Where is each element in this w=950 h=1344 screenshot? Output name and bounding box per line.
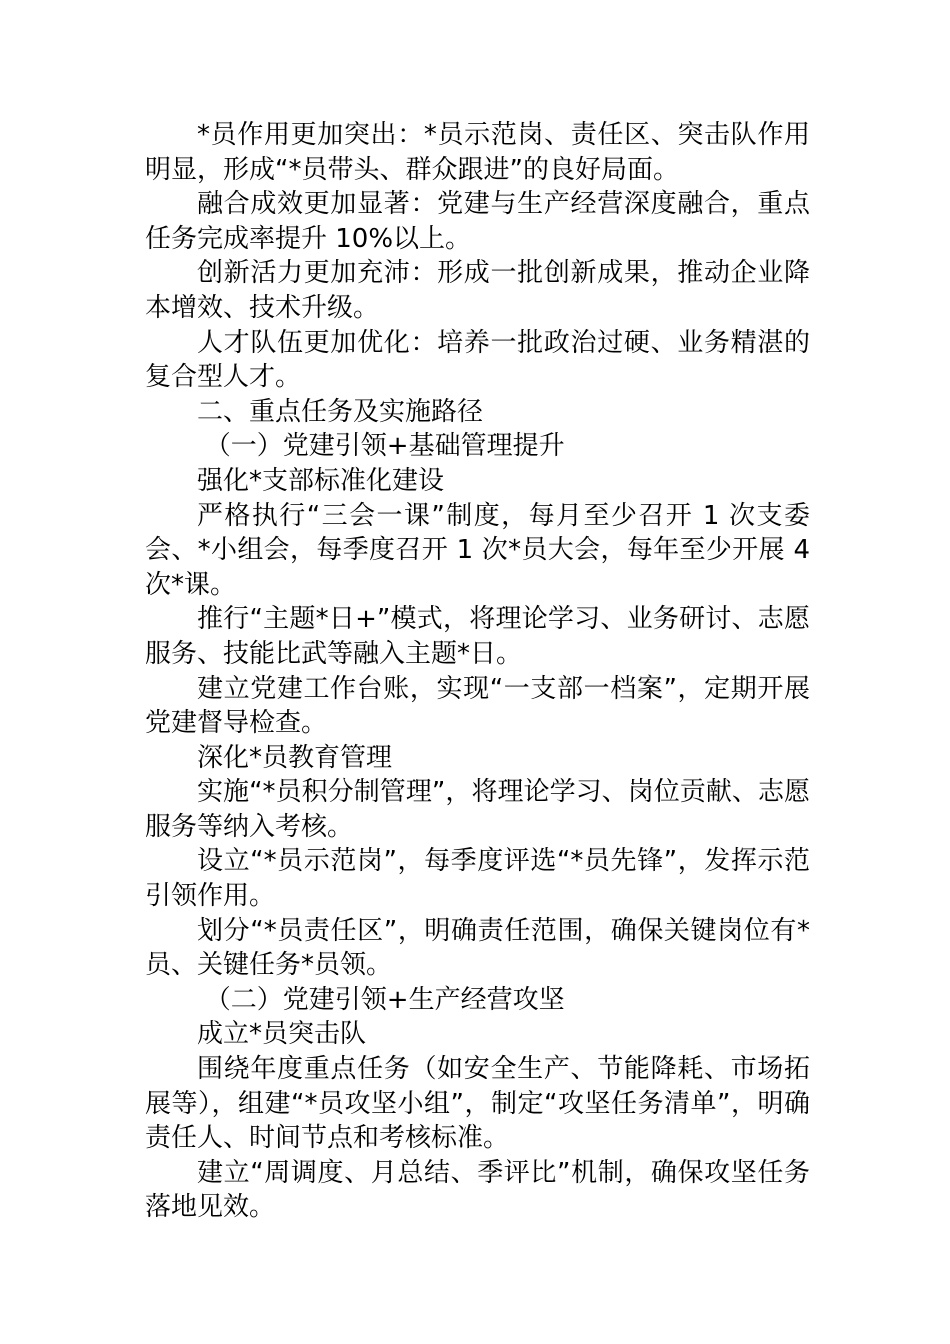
document-body	[145, 118, 810, 1225]
paragraph-work-ledger: 建立党建工作台账，实现“一支部一档案”，定期开展党建督导检查。	[145, 673, 810, 739]
paragraph-scheduling-mechanism: 建立“周调度、月总结、季评比”机制，确保攻坚任务落地见效。	[145, 1157, 810, 1223]
paragraph-responsibility-zone: 划分“*员责任区”，明确责任范围，确保关键岗位有*员、关键任务*员领。	[145, 915, 810, 981]
item-heading-member-education: 深化*员教育管理	[197, 742, 393, 773]
paragraph-model-post: 设立“*员示范岗”，每季度评选“*员先锋”，发挥示范引领作用。	[145, 846, 810, 912]
paragraph-meeting-system: 严格执行“三会一课”制度，每月至少召开 1 次支委会、*小组会，每季度召开 1 次*员大会，每年至少开展 4 次*课。	[145, 500, 810, 600]
item-heading-branch-standardization: 强化*支部标准化建设	[197, 465, 445, 496]
subsection-heading-basic-management: （一）党建引领+基础管理提升	[204, 431, 565, 462]
paragraph-theme-day: 推行“主题*日+”模式，将理论学习、业务研讨、志愿服务、技能比武等融入主题*日。	[145, 604, 810, 669]
item-heading-task-force: 成立*员突击队	[197, 1019, 367, 1050]
paragraph-talent: 人才队伍更加优化：培养一批政治过硬、业务精湛的复合型人才。	[145, 327, 810, 393]
paragraph-innovation: 创新活力更加充沛：形成一批创新成果，推动企业降本增效、技术升级。	[145, 258, 810, 323]
paragraph-task-group: 围绕年度重点任务（如安全生产、节能降耗、市场拓展等），组建“*员攻坚小组”，制定“攻坚任务清单”，明确责任人、时间节点和考核标准。	[145, 1054, 810, 1154]
paragraph-integration-results: 融合成效更加显著：党建与生产经营深度融合，重点任务完成率提升 10%以上。	[145, 189, 810, 254]
section-heading-key-tasks: 二、重点任务及实施路径	[197, 396, 484, 427]
paragraph-points-system: 实施“*员积分制管理”，将理论学习、岗位贡献、志愿服务等纳入考核。	[145, 777, 810, 842]
paragraph-member-role: *员作用更加突出：*员示范岗、责任区、突击队作用明显，形成“*员带头、群众跟进”的良好局面。	[145, 120, 810, 185]
subsection-heading-production: （二）党建引领+生产经营攻坚	[204, 984, 565, 1015]
